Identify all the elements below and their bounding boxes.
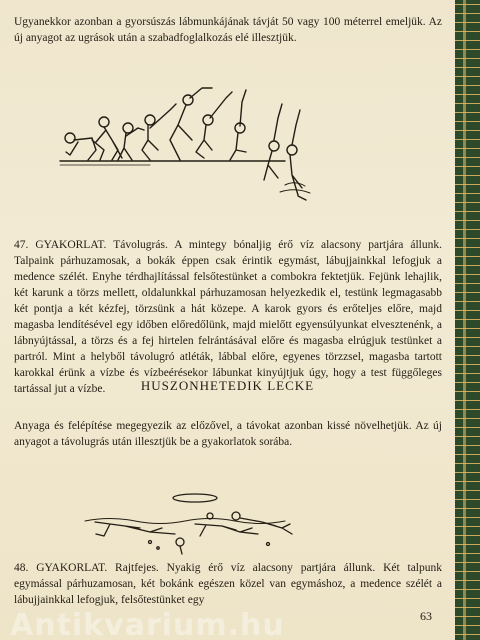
lesson-paragraph: Anyaga és felépítése megegyezik az előzővel, a távokat azonban kissé növelhetjük. Az új anyagot a távolugrás után illesztjük be a gyakorlatok sorába. (14, 420, 442, 448)
exercise-47-label: 47. GYAKORLAT. (14, 239, 107, 251)
swimmers-illustration (0, 488, 455, 568)
top-paragraph: Ugyanekkor azonban a gyorsúszás lábmunkájának távját 50 vagy 100 méterrel emeljük. Az új anyagot az ugrások után a szabadfoglalkozás elé illesztjük. (14, 16, 442, 44)
exercise-47-paragraph (14, 237, 442, 397)
exercise-48-text: Rajtfejes. Nyakig érő víz alacsony partjára állunk. Két talpunk egymással párhuzamosan, két bokánk egészen közel van egymáshoz, a medence szélét a lábujjainkkal lefogjuk, felsőtestünket egy (14, 562, 442, 606)
exercise-48-paragraph (14, 560, 442, 608)
book-spine-edge (455, 0, 480, 640)
exercise-47-text: Távolugrás. A mintegy bónaljig érő víz alacsony partjára állunk. Talpaink párhuzamosak, a bokák éppen csak érintik egymást, lábujjainkkal lefogjuk a medence szélét. Enyhe térdhajlítással felsőtestünket a combokra fektetjük. Fejünk lehajlik, két karunk a törzs mellett, oldalunkkal párhuzamosan helyezkedik el, testünk legmagasabb két pontja a két kézfej, törzsünk a hát közepe. A karok gyors és erőteljes előre, majd magasba lendítésével egy időben előredőlünk, majd mielőtt egyensúlyunkat elvesztenénk, a lábnyújtással, a törzs és a fej hirtelen felrántásával előre és magasba elrúgjuk testünket a partról. Mint a helyből távolugró atléták, lábbal előre, egyenes törzzsel, magasba tartott karokkal érünk a vízbe és vízbeérésekor lábunkat kinyújtjuk úgy, hogy a test függőleges tartással jut a vízbe. (14, 239, 442, 395)
exercise-48-label: 48. GYAKORLAT. (14, 562, 108, 574)
watermark: Antikvarium.hu (10, 608, 285, 640)
lesson-heading: HUSZONHETEDIK LECKE (140, 378, 315, 393)
page-number: 63 (420, 609, 432, 623)
dive-sequence-illustration (0, 0, 455, 230)
